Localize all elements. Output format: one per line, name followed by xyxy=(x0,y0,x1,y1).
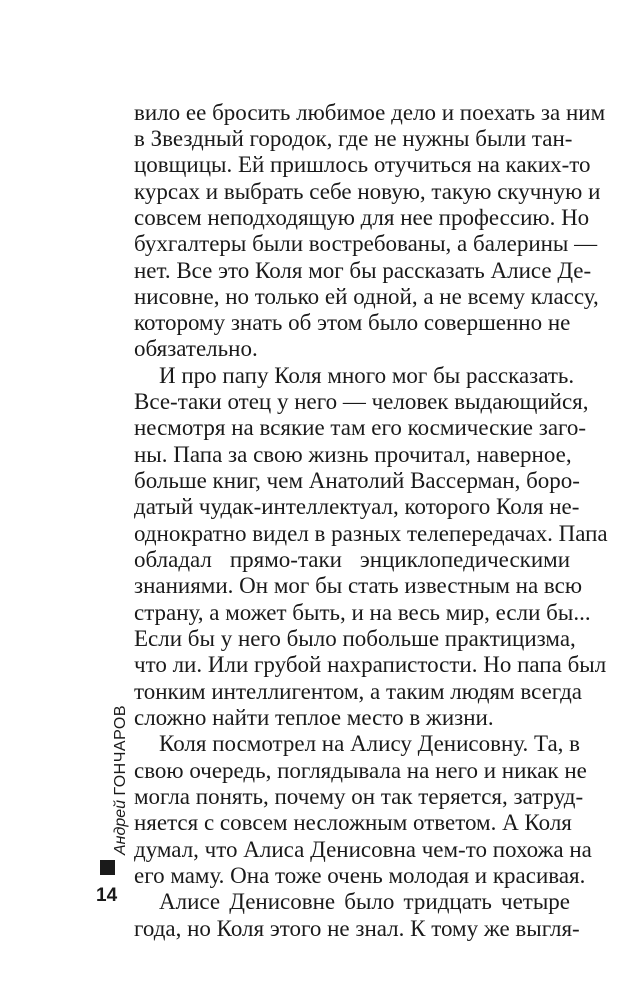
page-number: 14 xyxy=(96,885,118,906)
running-head-author xyxy=(112,705,130,855)
text-line: Все-таки отец у него — человек выдающийся, xyxy=(134,389,589,414)
text-line: больше книг, чем Анатолий Вассерман, боро- xyxy=(134,468,580,493)
text-line: датый чудак-интеллектуал, которого Коля не- xyxy=(134,494,580,519)
text-line: курсах и выбрать себе новую, такую скучную и xyxy=(134,179,601,204)
text-line: обязательно. xyxy=(134,336,258,361)
text-line: свою очередь, поглядывала на него и никак не xyxy=(134,758,587,783)
text-line: няется с совсем несложным ответом. А Коля xyxy=(134,810,572,835)
text-line: страну, а может быть, и на весь мир, если бы... xyxy=(134,600,591,625)
text-line: цовщицы. Ей пришлось отучиться на каких-то xyxy=(134,152,591,177)
text-line: думал, что Алиса Денисовна чем-то похожа на xyxy=(134,837,592,862)
text-line: знаниями. Он мог бы стать известным на всю xyxy=(134,573,583,598)
text-line: нет. Все это Коля мог бы рассказать Алисе Де- xyxy=(134,258,592,283)
text-line: И про папу Коля много мог бы рассказать. xyxy=(159,363,575,388)
author-last-name: ГОНЧАРОВ xyxy=(112,704,129,796)
text-line: Алисе Денисовне было тридцать четыре xyxy=(159,889,570,914)
text-line: могла понять, почему он так теряется, затруд- xyxy=(134,784,584,809)
text-line: года, но Коля этого не знал. К тому же выгля- xyxy=(134,916,580,941)
text-line: тонким интеллигентом, а таким людям всегда xyxy=(134,679,582,704)
text-line: однократно видел в разных телепередачах. Папа xyxy=(134,521,608,546)
text-line: совсем неподходящую для нее профессию. Но xyxy=(134,205,590,230)
text-line: Если бы у него было побольше практицизма, xyxy=(134,626,576,651)
author-first-name: Андрей xyxy=(112,799,129,855)
text-line: сложно найти теплое место в жизни. xyxy=(134,705,494,730)
text-line: в Звездный городок, где не нужны были тан- xyxy=(134,126,573,151)
text-line: что ли. Или грубой нахрапистости. Но папа был xyxy=(134,652,607,677)
text-line: Коля посмотрел на Алису Денисовну. Та, в xyxy=(159,731,581,756)
text-line: ны. Папа за свою жизнь прочитал, наверное, xyxy=(134,442,572,467)
text-line: нисовне, но только ей одной, а не всему классу, xyxy=(134,284,599,309)
text-line: несмотря на всякие там его космические заго- xyxy=(134,415,587,440)
text-line: вило ее бросить любимое дело и поехать за ним xyxy=(134,100,606,125)
text-line: обладал прямо-таки энциклопедическими xyxy=(134,547,570,572)
text-line: бухгалтеры были востребованы, а балерины — xyxy=(134,231,598,256)
text-line: его маму. Она тоже очень молодая и красивая. xyxy=(134,863,586,888)
page-marker-square xyxy=(100,860,115,875)
text-line: которому знать об этом было совершенно не xyxy=(134,310,571,335)
